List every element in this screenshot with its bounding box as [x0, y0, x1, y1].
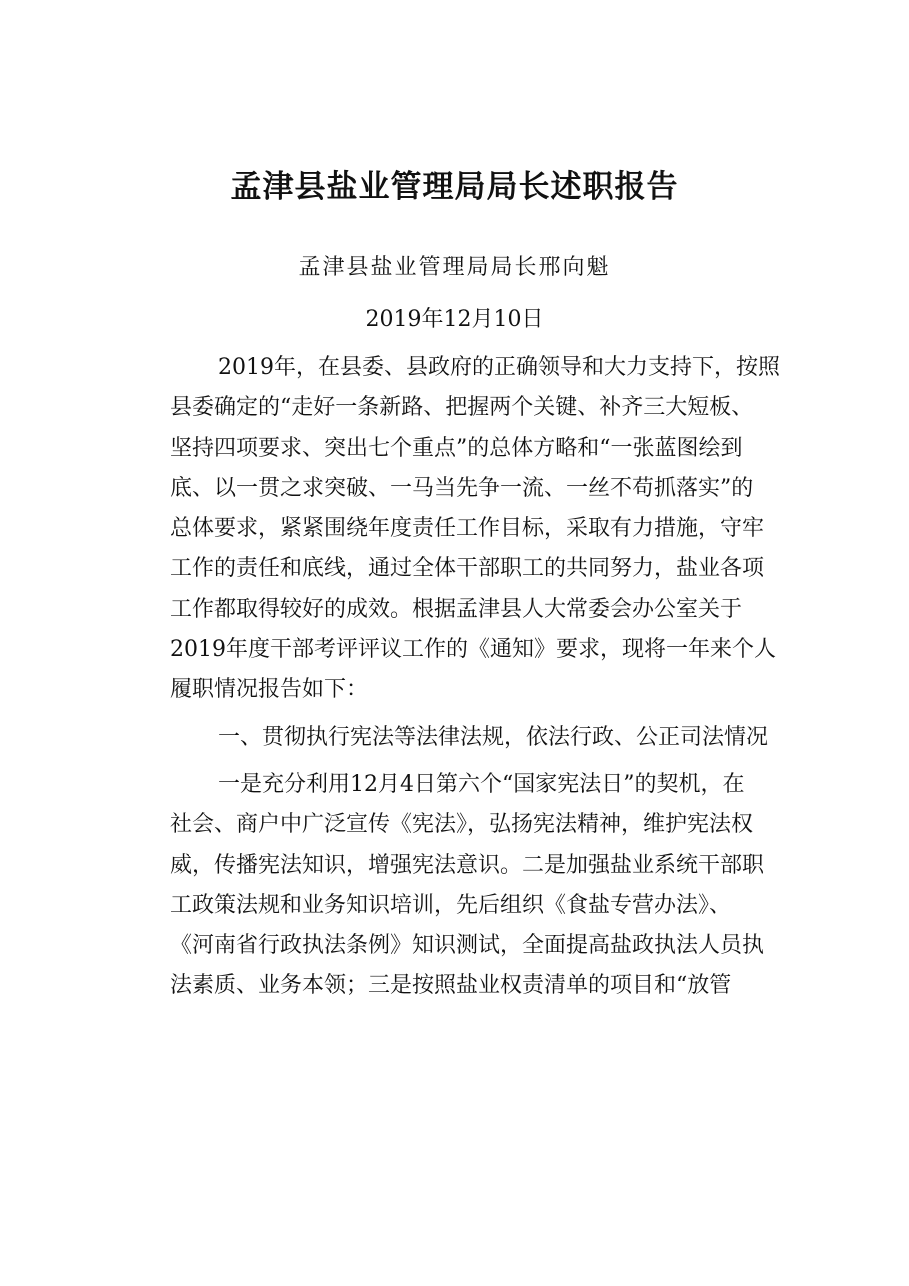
text-line: 法素质、业务本领；三是按照盐业权责清单的项目和“放管 [170, 973, 732, 999]
text-line: 2019年，在县委、县政府的正确领导和大力支持下，按照 [218, 355, 780, 380]
document-body [122, 348, 790, 1007]
text-line: 2019年度干部考评评议工作的《通知》要求，现将一年来个人 [170, 637, 776, 663]
text-line: 履职情况报告如下： [170, 677, 369, 703]
document-author: 孟津县盐业管理局局长邢向魁 [298, 255, 611, 280]
text-line: 坚持四项要求、突出七个重点”的总体方略和“一张蓝图绘到 [170, 435, 743, 461]
text-line: 一是充分利用12月4日第六个“国家宪法日”的契机，在 [218, 771, 745, 797]
section-heading-text: 一、贯彻执行宪法等法律法规，依法行政、公正司法情况 [218, 724, 769, 750]
document-title: 孟津县盐业管理局局长述职报告 [230, 169, 679, 205]
paragraph-intro [122, 348, 790, 711]
text-line: 工政策法规和业务知识培训，先后组织《食盐专营办法》、 [170, 892, 732, 918]
text-line: 社会、商户中广泛宣传《宪法》，弘扬宪法精神，维护宪法权 [170, 812, 754, 838]
document-date: 2019年12月10日 [365, 307, 544, 332]
text-line: 工作都取得较好的成效。根据孟津县人大常委会办公室关于 [170, 596, 743, 622]
text-line: 县委确定的“走好一条新路、把握两个关键、补齐三大短板、 [170, 395, 754, 421]
section-heading-1 [122, 718, 790, 758]
paragraph-section-1 [122, 765, 790, 1007]
text-line: 威，传播宪法知识，增强宪法意识。二是加强盐业系统干部职 [170, 852, 765, 878]
text-line: 《河南省行政执法条例》知识测试，全面提高盐政执法人员执 [170, 933, 765, 959]
text-line: 底、以一贯之求突破、一马当先争一流、一丝不苟抓落实”的 [170, 475, 754, 501]
text-line: 工作的责任和底线，通过全体干部职工的共同努力，盐业各项 [170, 556, 765, 582]
text-line: 总体要求，紧紧围绕年度责任工作目标，采取有力措施，守牢 [170, 516, 765, 542]
